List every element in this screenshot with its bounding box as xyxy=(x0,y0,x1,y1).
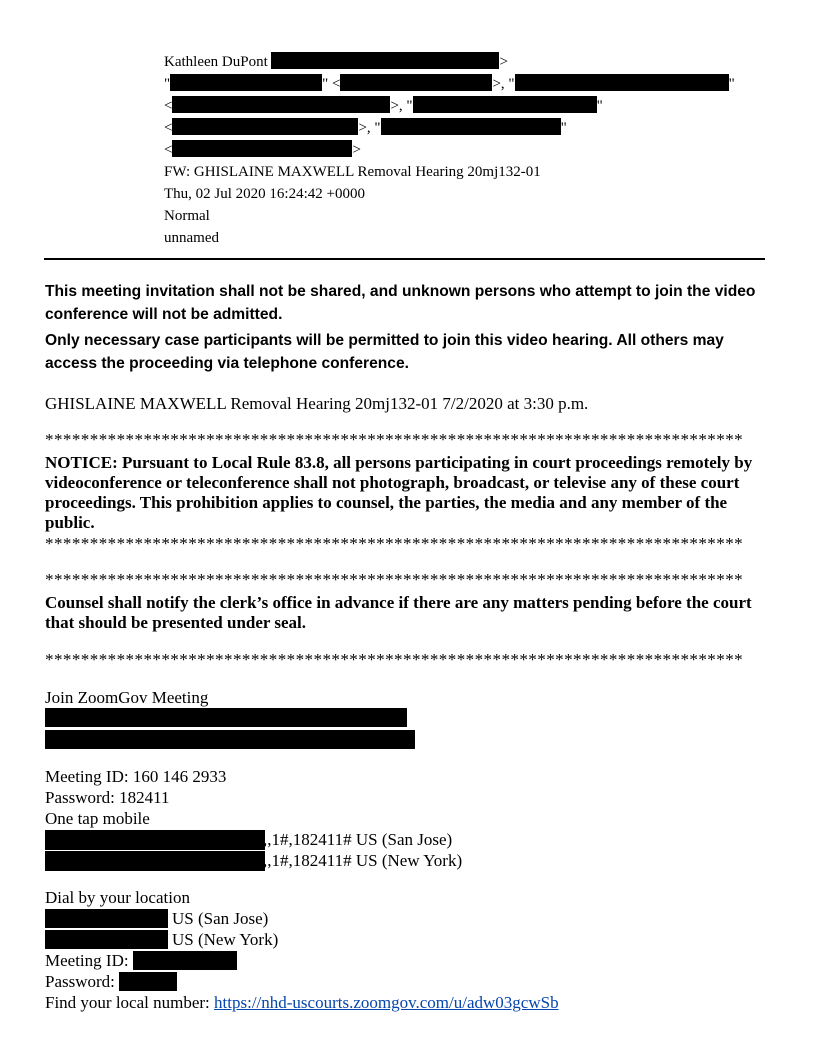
password-label: Password: xyxy=(45,972,115,991)
dial-sanjose: US (San Jose) xyxy=(172,909,269,928)
meeting-id-label: Meeting ID: xyxy=(45,951,129,970)
to-recipients: " " < >, " " xyxy=(164,76,735,92)
redaction-bar xyxy=(45,708,407,727)
local-number-label: Find your local number: xyxy=(45,993,215,1012)
redaction-bar xyxy=(172,96,390,113)
date-value: Thu, 02 Jul 2020 16:24:42 +0000 xyxy=(164,186,365,202)
one-tap-title: One tap mobile xyxy=(45,809,150,828)
redaction-bar xyxy=(172,140,352,157)
redaction-bar xyxy=(119,972,177,991)
hearing-line: GHISLAINE MAXWELL Removal Hearing 20mj132-01 7/2/2020 at 3:30 p.m. xyxy=(45,394,589,413)
notice-participants: Only necessary case participants will be permitted to join this video hearing. All others may access the proceeding via telephone conference. xyxy=(45,332,724,372)
redaction-bar xyxy=(133,951,237,970)
importance-value: Normal xyxy=(164,208,210,224)
meeting-id-line: Meeting ID: 160 146 2933 xyxy=(45,767,227,786)
tap-newyork: ,,1#,182411# US (New York) xyxy=(263,851,463,870)
redaction-bar xyxy=(172,118,358,135)
password-line: Password: 182411 xyxy=(45,788,170,807)
redaction-bar xyxy=(340,74,492,91)
redaction-bar xyxy=(45,851,265,871)
header-divider xyxy=(44,258,765,260)
dial-title: Dial by your location xyxy=(45,888,190,907)
join-title: Join ZoomGov Meeting xyxy=(45,688,209,707)
dial-newyork: US (New York) xyxy=(172,930,279,949)
local-number-link[interactable]: https://nhd-uscourts.zoomgov.com/u/adw03gcwSb xyxy=(214,993,559,1012)
notice-share: This meeting invitation shall not be shared, and unknown persons who attempt to join the video conference will not be admitted. xyxy=(45,283,756,323)
redaction-bar xyxy=(45,830,265,850)
redaction-bar xyxy=(271,52,499,69)
star-divider: ****************************************************************************** xyxy=(45,650,744,669)
redaction-bar xyxy=(381,118,561,135)
tap-sanjose: ,,1#,182411# US (San Jose) xyxy=(263,830,453,849)
redaction-bar xyxy=(413,96,597,113)
star-divider: ****************************************************************************** xyxy=(45,570,744,589)
redaction-bar xyxy=(45,909,168,928)
redaction-bar xyxy=(515,74,729,91)
star-divider: ****************************************************************************** xyxy=(45,534,744,553)
redaction-bar xyxy=(45,730,415,749)
redaction-bar xyxy=(45,930,168,949)
notice-rule: NOTICE: Pursuant to Local Rule 83.8, all persons participating in court proceedings remotely by videoconference or teleconference shall not photograph, broadcast, or televise any of these court proceedings. This prohibition applies to counsel, the parties, the media and any member of the public. xyxy=(45,453,753,532)
redaction-bar xyxy=(170,74,322,91)
from-name: Kathleen DuPont xyxy=(164,54,268,70)
subject-value: FW: GHISLAINE MAXWELL Removal Hearing 20mj132-01 xyxy=(164,164,541,180)
attachments-value: unnamed xyxy=(164,230,219,246)
star-divider: ****************************************************************************** xyxy=(45,430,744,449)
notice-seal: Counsel shall notify the clerk’s office in advance if there are any matters pending before the court that should be presented under seal. xyxy=(45,593,752,632)
local-number-line xyxy=(45,992,559,1013)
